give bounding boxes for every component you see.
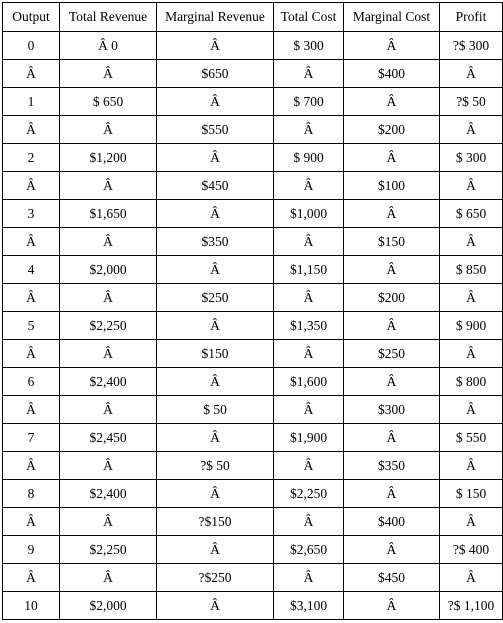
total-cost-cell: $1,600 — [274, 368, 344, 396]
total-revenue-cell: $ 650 — [60, 88, 157, 116]
marginal-cost-cell: $300 — [344, 396, 440, 424]
profit-cell: Â — [440, 284, 503, 312]
profit-cell: Â — [440, 564, 503, 592]
total-revenue-cell: $2,400 — [60, 368, 157, 396]
total-cost-cell: $2,650 — [274, 536, 344, 564]
total-cost-cell: Â — [274, 396, 344, 424]
output-cell: Â — [3, 508, 60, 536]
revenue-cost-table — [2, 2, 503, 620]
table-row — [3, 228, 503, 256]
total-cost-cell: $ 900 — [274, 144, 344, 172]
marginal-cost-cell: Â — [344, 536, 440, 564]
total-cost-cell: $1,000 — [274, 200, 344, 228]
total-revenue-cell: Â 0 — [60, 32, 157, 60]
output-cell: 2 — [3, 144, 60, 172]
table-row — [3, 312, 503, 340]
total-revenue-cell: $2,000 — [60, 256, 157, 284]
output-cell: 0 — [3, 32, 60, 60]
marginal-cost-cell: $100 — [344, 172, 440, 200]
marginal-revenue-cell: $150 — [157, 340, 274, 368]
marginal-cost-cell: $400 — [344, 508, 440, 536]
table-row — [3, 200, 503, 228]
output-cell: Â — [3, 116, 60, 144]
profit-cell: $ 850 — [440, 256, 503, 284]
output-cell: Â — [3, 396, 60, 424]
total-cost-cell: Â — [274, 284, 344, 312]
table-row — [3, 536, 503, 564]
marginal-revenue-cell: $650 — [157, 60, 274, 88]
table-row — [3, 116, 503, 144]
marginal-cost-cell: Â — [344, 480, 440, 508]
marginal-revenue-cell: Â — [157, 32, 274, 60]
profit-cell: ?$ 50 — [440, 88, 503, 116]
marginal-revenue-cell: Â — [157, 536, 274, 564]
table-row — [3, 88, 503, 116]
header-row — [3, 3, 503, 32]
table-row — [3, 396, 503, 424]
total-cost-cell: Â — [274, 564, 344, 592]
table-row — [3, 592, 503, 620]
total-cost-cell: Â — [274, 508, 344, 536]
table-row — [3, 144, 503, 172]
output-cell: 5 — [3, 312, 60, 340]
total-revenue-cell: $1,650 — [60, 200, 157, 228]
output-cell: Â — [3, 60, 60, 88]
marginal-cost-cell: Â — [344, 144, 440, 172]
marginal-cost-cell: Â — [344, 32, 440, 60]
table-row — [3, 368, 503, 396]
profit-cell: $ 650 — [440, 200, 503, 228]
total-revenue-cell: Â — [60, 564, 157, 592]
marginal-revenue-cell: Â — [157, 144, 274, 172]
output-cell: 8 — [3, 480, 60, 508]
marginal-cost-cell: $150 — [344, 228, 440, 256]
marginal-revenue-cell: ?$150 — [157, 508, 274, 536]
total-revenue-cell: Â — [60, 396, 157, 424]
total-revenue-cell: $2,400 — [60, 480, 157, 508]
output-cell: 7 — [3, 424, 60, 452]
profit-cell: Â — [440, 452, 503, 480]
table-row — [3, 480, 503, 508]
output-cell: 10 — [3, 592, 60, 620]
profit-cell: Â — [440, 396, 503, 424]
total-cost-cell: Â — [274, 452, 344, 480]
marginal-cost-cell: Â — [344, 312, 440, 340]
marginal-cost-cell: Â — [344, 200, 440, 228]
table-row — [3, 172, 503, 200]
total-revenue-cell: $2,250 — [60, 312, 157, 340]
total-cost-cell: $ 300 — [274, 32, 344, 60]
table-row — [3, 452, 503, 480]
header-marginal-cost: Marginal Cost — [344, 3, 440, 32]
table-row — [3, 32, 503, 60]
marginal-revenue-cell: $ 50 — [157, 396, 274, 424]
total-revenue-cell: $2,250 — [60, 536, 157, 564]
total-revenue-cell: Â — [60, 452, 157, 480]
output-cell: 6 — [3, 368, 60, 396]
profit-cell: $ 300 — [440, 144, 503, 172]
output-cell: Â — [3, 340, 60, 368]
total-cost-cell: $3,100 — [274, 592, 344, 620]
total-revenue-cell: Â — [60, 116, 157, 144]
total-revenue-cell: Â — [60, 340, 157, 368]
header-profit: Profit — [440, 3, 503, 32]
marginal-cost-cell: Â — [344, 424, 440, 452]
marginal-cost-cell: Â — [344, 88, 440, 116]
profit-cell: Â — [440, 228, 503, 256]
marginal-revenue-cell: $550 — [157, 116, 274, 144]
output-cell: 3 — [3, 200, 60, 228]
marginal-cost-cell: $450 — [344, 564, 440, 592]
total-cost-cell: Â — [274, 116, 344, 144]
marginal-revenue-cell: Â — [157, 88, 274, 116]
total-cost-cell: $2,250 — [274, 480, 344, 508]
marginal-revenue-cell: Â — [157, 592, 274, 620]
total-cost-cell: Â — [274, 60, 344, 88]
table-row — [3, 340, 503, 368]
table-row — [3, 424, 503, 452]
output-cell: Â — [3, 564, 60, 592]
output-cell: Â — [3, 284, 60, 312]
profit-cell: Â — [440, 116, 503, 144]
marginal-revenue-cell: ?$ 50 — [157, 452, 274, 480]
profit-cell: $ 550 — [440, 424, 503, 452]
output-cell: 9 — [3, 536, 60, 564]
profit-cell: Â — [440, 172, 503, 200]
total-revenue-cell: Â — [60, 60, 157, 88]
total-revenue-cell: $2,450 — [60, 424, 157, 452]
header-total-revenue: Total Revenue — [60, 3, 157, 32]
output-cell: 1 — [3, 88, 60, 116]
total-revenue-cell: $2,000 — [60, 592, 157, 620]
profit-cell: $ 900 — [440, 312, 503, 340]
marginal-revenue-cell: $350 — [157, 228, 274, 256]
profit-cell: Â — [440, 340, 503, 368]
table-body — [3, 32, 503, 620]
total-cost-cell: Â — [274, 172, 344, 200]
profit-cell: Â — [440, 508, 503, 536]
total-revenue-cell: Â — [60, 284, 157, 312]
total-cost-cell: $ 700 — [274, 88, 344, 116]
total-revenue-cell: $1,200 — [60, 144, 157, 172]
profit-cell: ?$ 300 — [440, 32, 503, 60]
profit-cell: $ 800 — [440, 368, 503, 396]
total-cost-cell: $1,900 — [274, 424, 344, 452]
table-row — [3, 508, 503, 536]
marginal-revenue-cell: Â — [157, 256, 274, 284]
output-cell: Â — [3, 172, 60, 200]
header-output: Output — [3, 3, 60, 32]
header-total-cost: Total Cost — [274, 3, 344, 32]
table-row — [3, 60, 503, 88]
marginal-revenue-cell: $250 — [157, 284, 274, 312]
marginal-cost-cell: $250 — [344, 340, 440, 368]
marginal-cost-cell: $200 — [344, 116, 440, 144]
table-row — [3, 284, 503, 312]
marginal-cost-cell: Â — [344, 256, 440, 284]
marginal-cost-cell: $200 — [344, 284, 440, 312]
output-cell: Â — [3, 452, 60, 480]
total-cost-cell: $1,350 — [274, 312, 344, 340]
marginal-cost-cell: Â — [344, 368, 440, 396]
marginal-cost-cell: $400 — [344, 60, 440, 88]
profit-cell: ?$ 400 — [440, 536, 503, 564]
marginal-revenue-cell: Â — [157, 200, 274, 228]
table-row — [3, 256, 503, 284]
marginal-revenue-cell: $450 — [157, 172, 274, 200]
marginal-revenue-cell: Â — [157, 480, 274, 508]
marginal-revenue-cell: Â — [157, 424, 274, 452]
total-revenue-cell: Â — [60, 172, 157, 200]
marginal-cost-cell: Â — [344, 592, 440, 620]
output-cell: Â — [3, 228, 60, 256]
marginal-cost-cell: $350 — [344, 452, 440, 480]
marginal-revenue-cell: ?$250 — [157, 564, 274, 592]
header-marginal-revenue: Marginal Revenue — [157, 3, 274, 32]
output-cell: 4 — [3, 256, 60, 284]
total-cost-cell: $1,150 — [274, 256, 344, 284]
marginal-revenue-cell: Â — [157, 312, 274, 340]
total-revenue-cell: Â — [60, 228, 157, 256]
total-cost-cell: Â — [274, 340, 344, 368]
table-row — [3, 564, 503, 592]
profit-cell: Â — [440, 60, 503, 88]
total-cost-cell: Â — [274, 228, 344, 256]
profit-cell: $ 150 — [440, 480, 503, 508]
total-revenue-cell: Â — [60, 508, 157, 536]
marginal-revenue-cell: Â — [157, 368, 274, 396]
profit-cell: ?$ 1,100 — [440, 592, 503, 620]
